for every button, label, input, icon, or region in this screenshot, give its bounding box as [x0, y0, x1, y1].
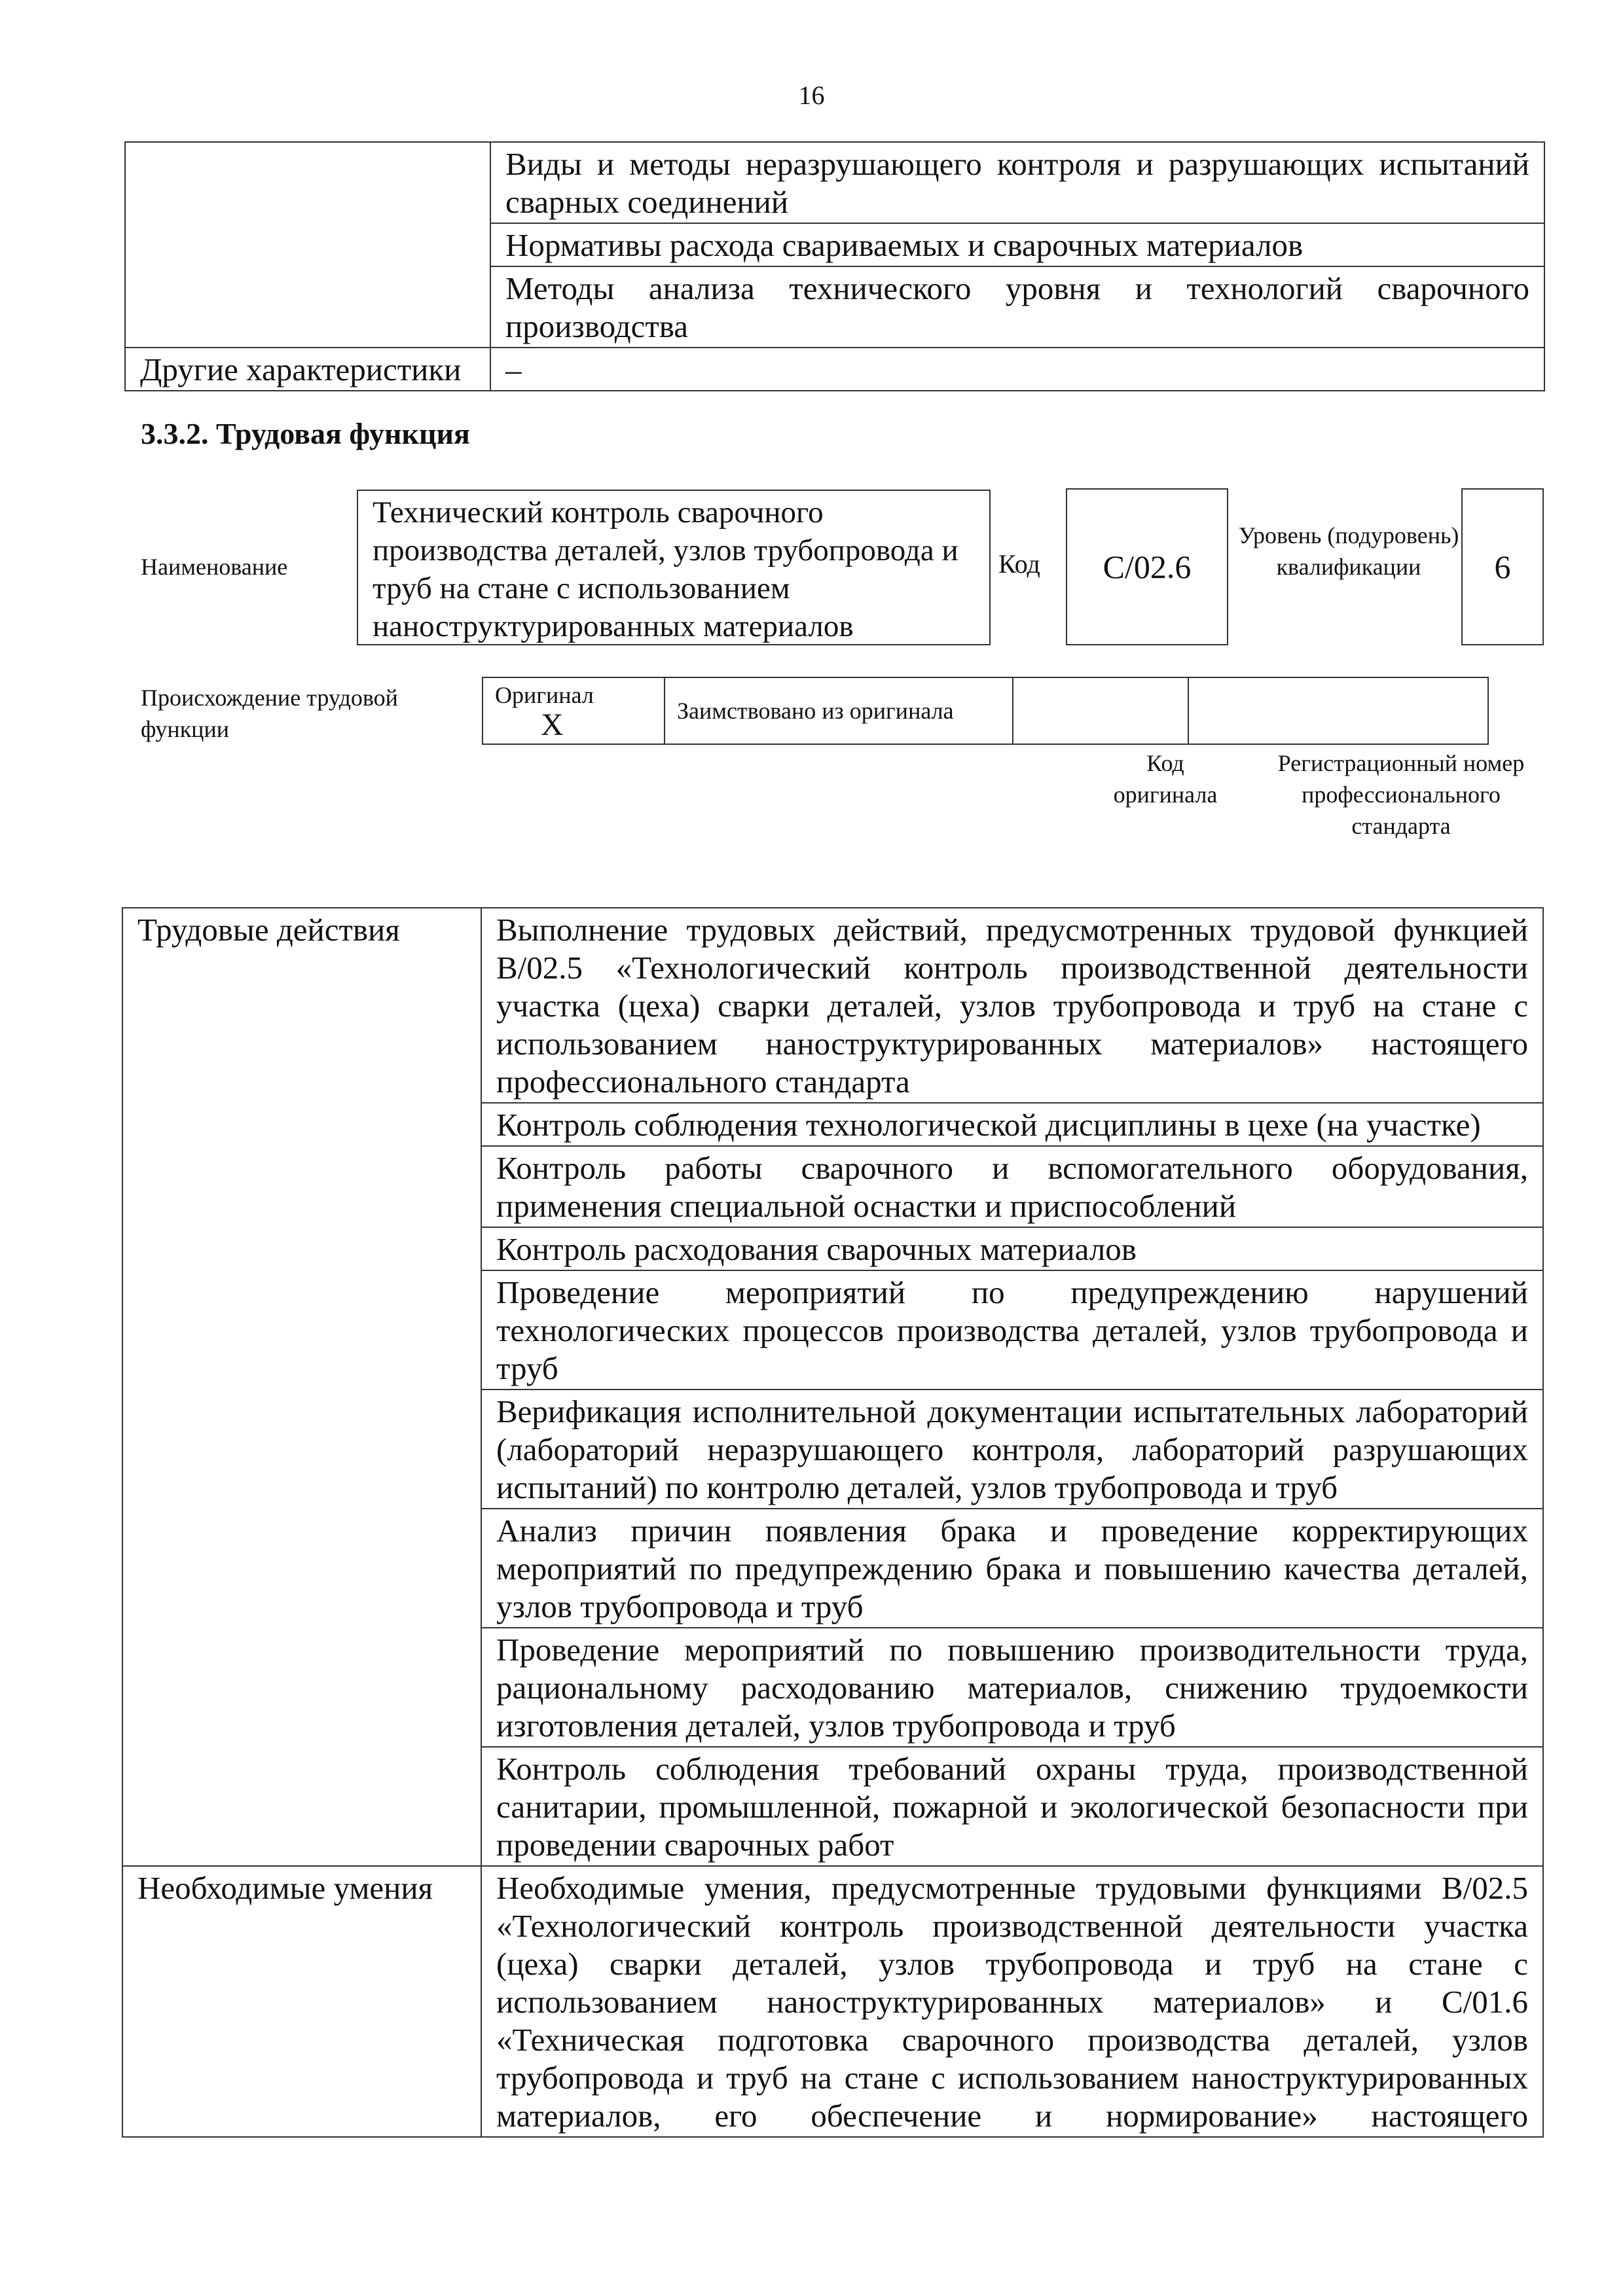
origin-table: [482, 677, 1489, 745]
labor-action: Контроль соблюдения требований охраны труда, производственной санитарии, промышленной, пожарной и экологической безопасности при проведении сварочных работ: [481, 1747, 1543, 1866]
knowledge-table-continuation: [124, 141, 1545, 391]
knowledge-row: Нормативы расхода свариваемых и сварочных материалов: [490, 223, 1544, 266]
original-code-cell: [1013, 677, 1188, 744]
section-heading: 3.3.2. Трудовая функция: [141, 417, 470, 450]
name-label: Наименование: [141, 554, 288, 580]
labor-action: Проведение мероприятий по предупреждению нарушений технологических процессов производства деталей, узлов трубопровода и труб: [481, 1270, 1543, 1390]
labor-action: Контроль соблюдения технологической дисциплины в цехе (на участке): [481, 1103, 1543, 1146]
labor-action: Проведение мероприятий по повышению производительности труда, рациональному расходованию материалов, снижению трудоемкости изготовления деталей, узлов трубопровода и труб: [481, 1628, 1543, 1747]
function-name-box: Технический контроль сварочного производства деталей, узлов трубопровода и труб на стане с использованием наноструктурированных материалов: [357, 490, 991, 645]
origin-label: Происхождение трудовой функции: [141, 685, 398, 742]
knowledge-row: Виды и методы неразрушающего контроля и разрушающих испытаний сварных соединений: [490, 142, 1544, 223]
required-skills-text: Необходимые умения, предусмотренные трудовыми функциями B/02.5 «Технологический контроль производственной деятельности участка (цеха) сварки деталей, узлов трубопровода и труб на стане с использованием наноструктурированных материалов» и C/01.6 «Техническая подготовка сварочного производства деталей, узлов трубопровода и труб на стане с использованием наноструктурированных материалов, его обеспечение и нормирование» настоящего: [481, 1866, 1543, 2137]
other-characteristics-label: Другие характеристики: [125, 348, 490, 391]
original-code-caption: Код оригинала: [1113, 750, 1218, 808]
labor-function-table: [122, 907, 1544, 2138]
other-characteristics-value: –: [490, 348, 1544, 391]
labor-action: Контроль расходования сварочных материалов: [481, 1227, 1543, 1270]
labor-actions-label: Трудовые действия: [122, 908, 481, 1866]
code-label: Код: [998, 549, 1040, 579]
labor-action: Выполнение трудовых действий, предусмотренных трудовой функцией B/02.5 «Технологический контроль производственной деятельности участка (цеха) сварки деталей, узлов трубопровода и труб на стане с использованием наноструктурированных материалов» настоящего профессионального стандарта: [481, 908, 1543, 1103]
labor-action: Верификация исполнительной документации испытательных лабораторий (лабораторий неразрушающего контроля, лабораторий разрушающих испытаний) по контролю деталей, узлов трубопровода и труб: [481, 1390, 1543, 1509]
empty-label-cell: [125, 142, 490, 348]
original-label: Оригинал: [495, 681, 594, 708]
borrowed-cell: Заимствовано из оригинала: [665, 677, 1013, 744]
knowledge-row: Методы анализа технического уровня и технологий сварочного производства: [490, 266, 1544, 348]
labor-action: Анализ причин появления брака и проведение корректирующих мероприятий по предупреждению брака и повышению качества деталей, узлов трубопровода и труб: [481, 1509, 1543, 1628]
registration-number-caption: Регистрационный номер профессионального стандарта: [1277, 750, 1525, 839]
original-mark: X: [541, 707, 564, 742]
level-label: Уровень (подуровень) квалификации: [1238, 522, 1459, 580]
required-skills-label: Необходимые умения: [122, 1866, 481, 2137]
page-number: 16: [798, 81, 825, 110]
labor-action: Контроль работы сварочного и вспомогательного оборудования, применения специальной оснастки и приспособлений: [481, 1146, 1543, 1227]
level-value-box: 6: [1461, 488, 1544, 645]
registration-number-cell: [1188, 677, 1488, 744]
original-cell: [483, 677, 665, 744]
code-value-box: C/02.6: [1066, 488, 1228, 645]
